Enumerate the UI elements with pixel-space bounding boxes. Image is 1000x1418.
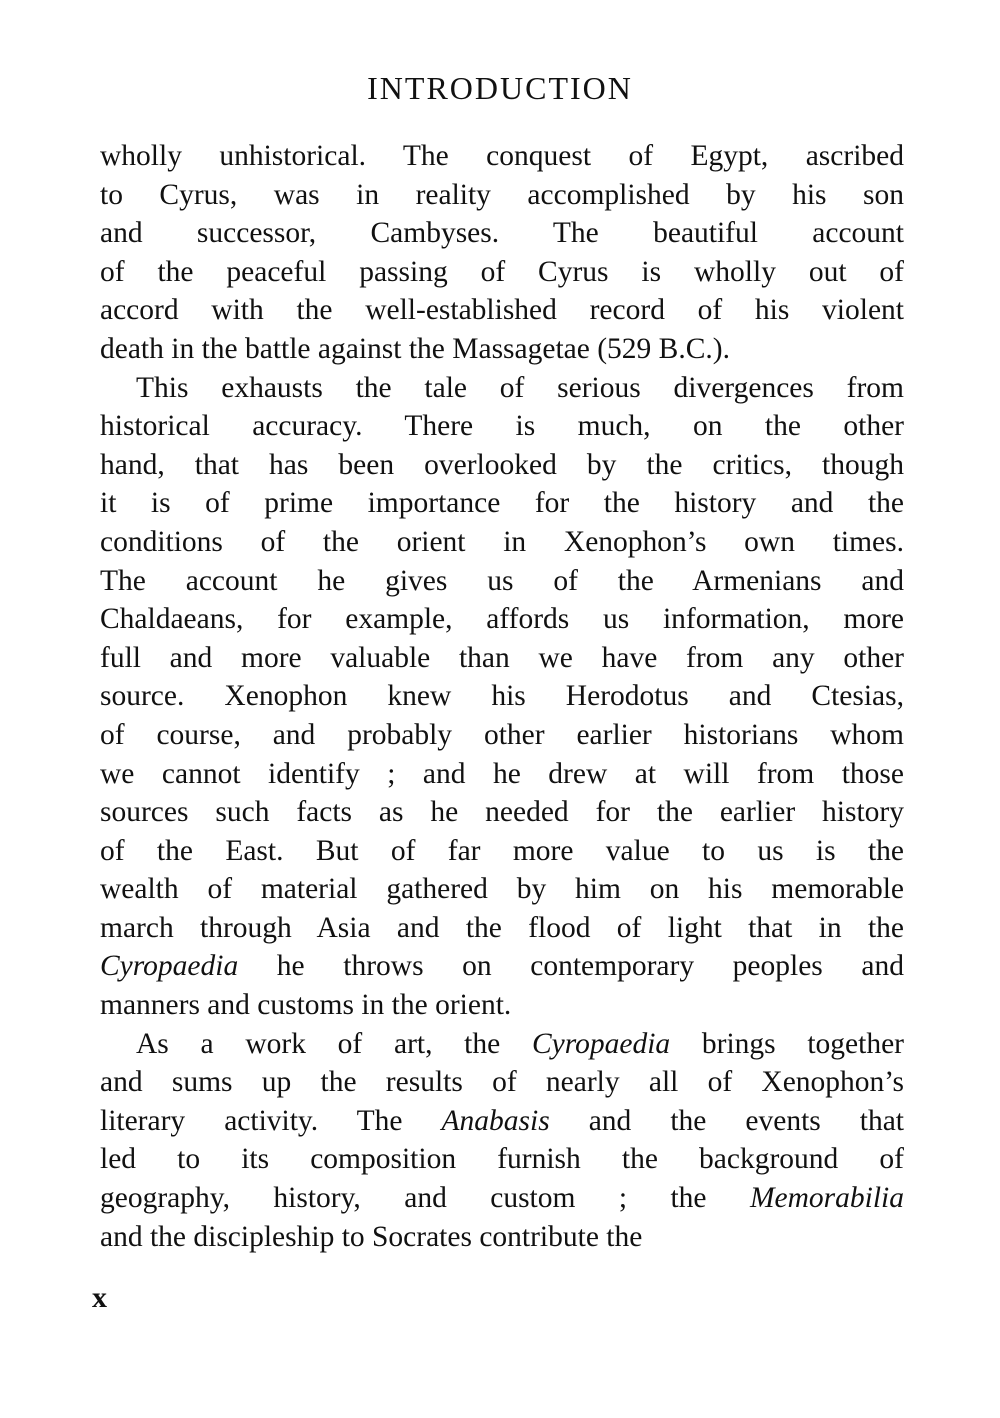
text-line: wealth of material gathered by him on his memorable	[100, 873, 904, 906]
text-line: Cyropaedia he throws on contemporary peoples and	[100, 950, 904, 983]
text-line: wholly unhistorical. The conquest of Egypt, ascribed	[100, 140, 904, 172]
text-line: to Cyrus, was in reality accomplished by his son	[100, 178, 904, 211]
text-line: hand, that has been overlooked by the critics, though	[100, 448, 904, 481]
text-line: and sums up the results of nearly all of Xenophon’s	[100, 1066, 904, 1099]
page-header-title: INTRODUCTION	[367, 70, 633, 106]
page-number: x	[92, 1281, 107, 1314]
text-line: and the discipleship to Socrates contribute the	[100, 1220, 643, 1253]
text-line: death in the battle against the Massagetae (529 B.C.).	[100, 332, 730, 365]
text-line: geography, history, and custom ; the Memorabilia	[100, 1182, 904, 1215]
text-line: we cannot identify ; and he drew at will from those	[100, 757, 904, 790]
text-line: march through Asia and the flood of light that in the	[100, 911, 904, 944]
text-line: accord with the well-established record of his violent	[100, 294, 904, 327]
text-line: As a work of art, the Cyropaedia brings together	[136, 1027, 905, 1060]
text-line: source. Xenophon knew his Herodotus and Ctesias,	[100, 680, 904, 713]
text-line: Chaldaeans, for example, affords us information, more	[100, 603, 904, 636]
text-line: of the East. But of far more value to us is the	[100, 834, 904, 867]
text-line: The account he gives us of the Armenians and	[100, 564, 904, 597]
text-line: historical accuracy. There is much, on the other	[100, 410, 904, 443]
text-line: it is of prime importance for the history and the	[100, 487, 904, 520]
text-line: literary activity. The Anabasis and the events that	[100, 1104, 904, 1137]
body-text	[100, 137, 904, 1256]
text-line: led to its composition furnish the background of	[100, 1143, 904, 1176]
text-line: This exhausts the tale of serious divergences from	[136, 371, 904, 404]
text-line: full and more valuable than we have from any other	[100, 641, 904, 674]
text-line: manners and customs in the orient.	[100, 989, 512, 1022]
text-line: conditions of the orient in Xenophon’s own times.	[100, 525, 904, 558]
text-line: sources such facts as he needed for the earlier history	[100, 796, 904, 829]
text-line: of the peaceful passing of Cyrus is wholly out of	[100, 255, 904, 288]
text-line: of course, and probably other earlier historians whom	[100, 718, 904, 751]
text-line: and successor, Cambyses. The beautiful account	[100, 217, 904, 250]
